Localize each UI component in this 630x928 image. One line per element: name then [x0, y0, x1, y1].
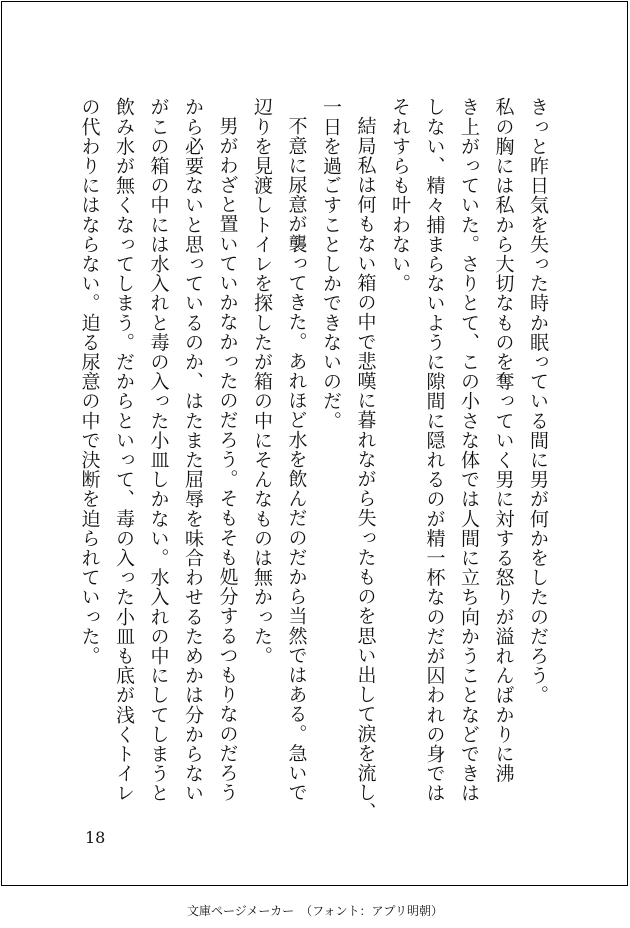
text-line: から必要ないと思っているのか、はたまた屈辱を味合わせるためかは分からない: [182, 97, 204, 803]
text-line: 飲み水が無くなってしまう。だからといって、毒の入った小皿も底が浅くトイレ: [113, 97, 135, 803]
paragraph-3: [245, 97, 314, 802]
paragraph-4: [72, 97, 245, 803]
text-line: 男がわざと置いていかなかったのだろう。そもそも処分するつもりなのだろう: [216, 116, 239, 802]
text-line: それすらも叶わない。: [389, 97, 411, 293]
text-line: 不意に尿意が襲ってきた。あれほど水を飲んだのだから当然ではある。急いで: [285, 116, 308, 802]
text-line: 辺りを見渡しトイレを探したが箱の中にそんなものは無かった。: [251, 97, 273, 666]
paragraph-1: [383, 97, 556, 803]
text-line: きっと昨日気を失った時か眠っている間に男が何かをしたのだろう。: [527, 97, 549, 705]
book-page: [1, 1, 628, 886]
text-line: がこの箱の中には水入れと毒の入った小皿しかない。水入れの中にしてしまうと: [147, 97, 170, 803]
paragraph-2: [314, 97, 383, 822]
footer-credit: 文庫ページメーカー （フォント：アプリ明朝）: [186, 904, 444, 918]
text-line: の代わりにはならない。迫る尿意の中で決断を迫られていった。: [78, 97, 101, 666]
text-line: 私の胸には私から大切なものを奪っていく男に対する怒りが溢れんばかりに沸: [492, 97, 515, 783]
text-line: 結局私は何もない箱の中で悲嘆に暮れながら失ったものを思い出して涙を流し、: [354, 116, 377, 822]
body-text: [72, 97, 555, 822]
text-line: しない、精々捕まらないように隙間に隠れるのが精一杯なのだが囚われの身では: [423, 97, 446, 803]
text-line: 一日を過ごすことしかできないのだ。: [320, 97, 342, 431]
text-line: き上がっていた。さりとて、この小さな体では人間に立ち向かうことなどできは: [458, 97, 480, 803]
page-number: 18: [85, 828, 106, 847]
